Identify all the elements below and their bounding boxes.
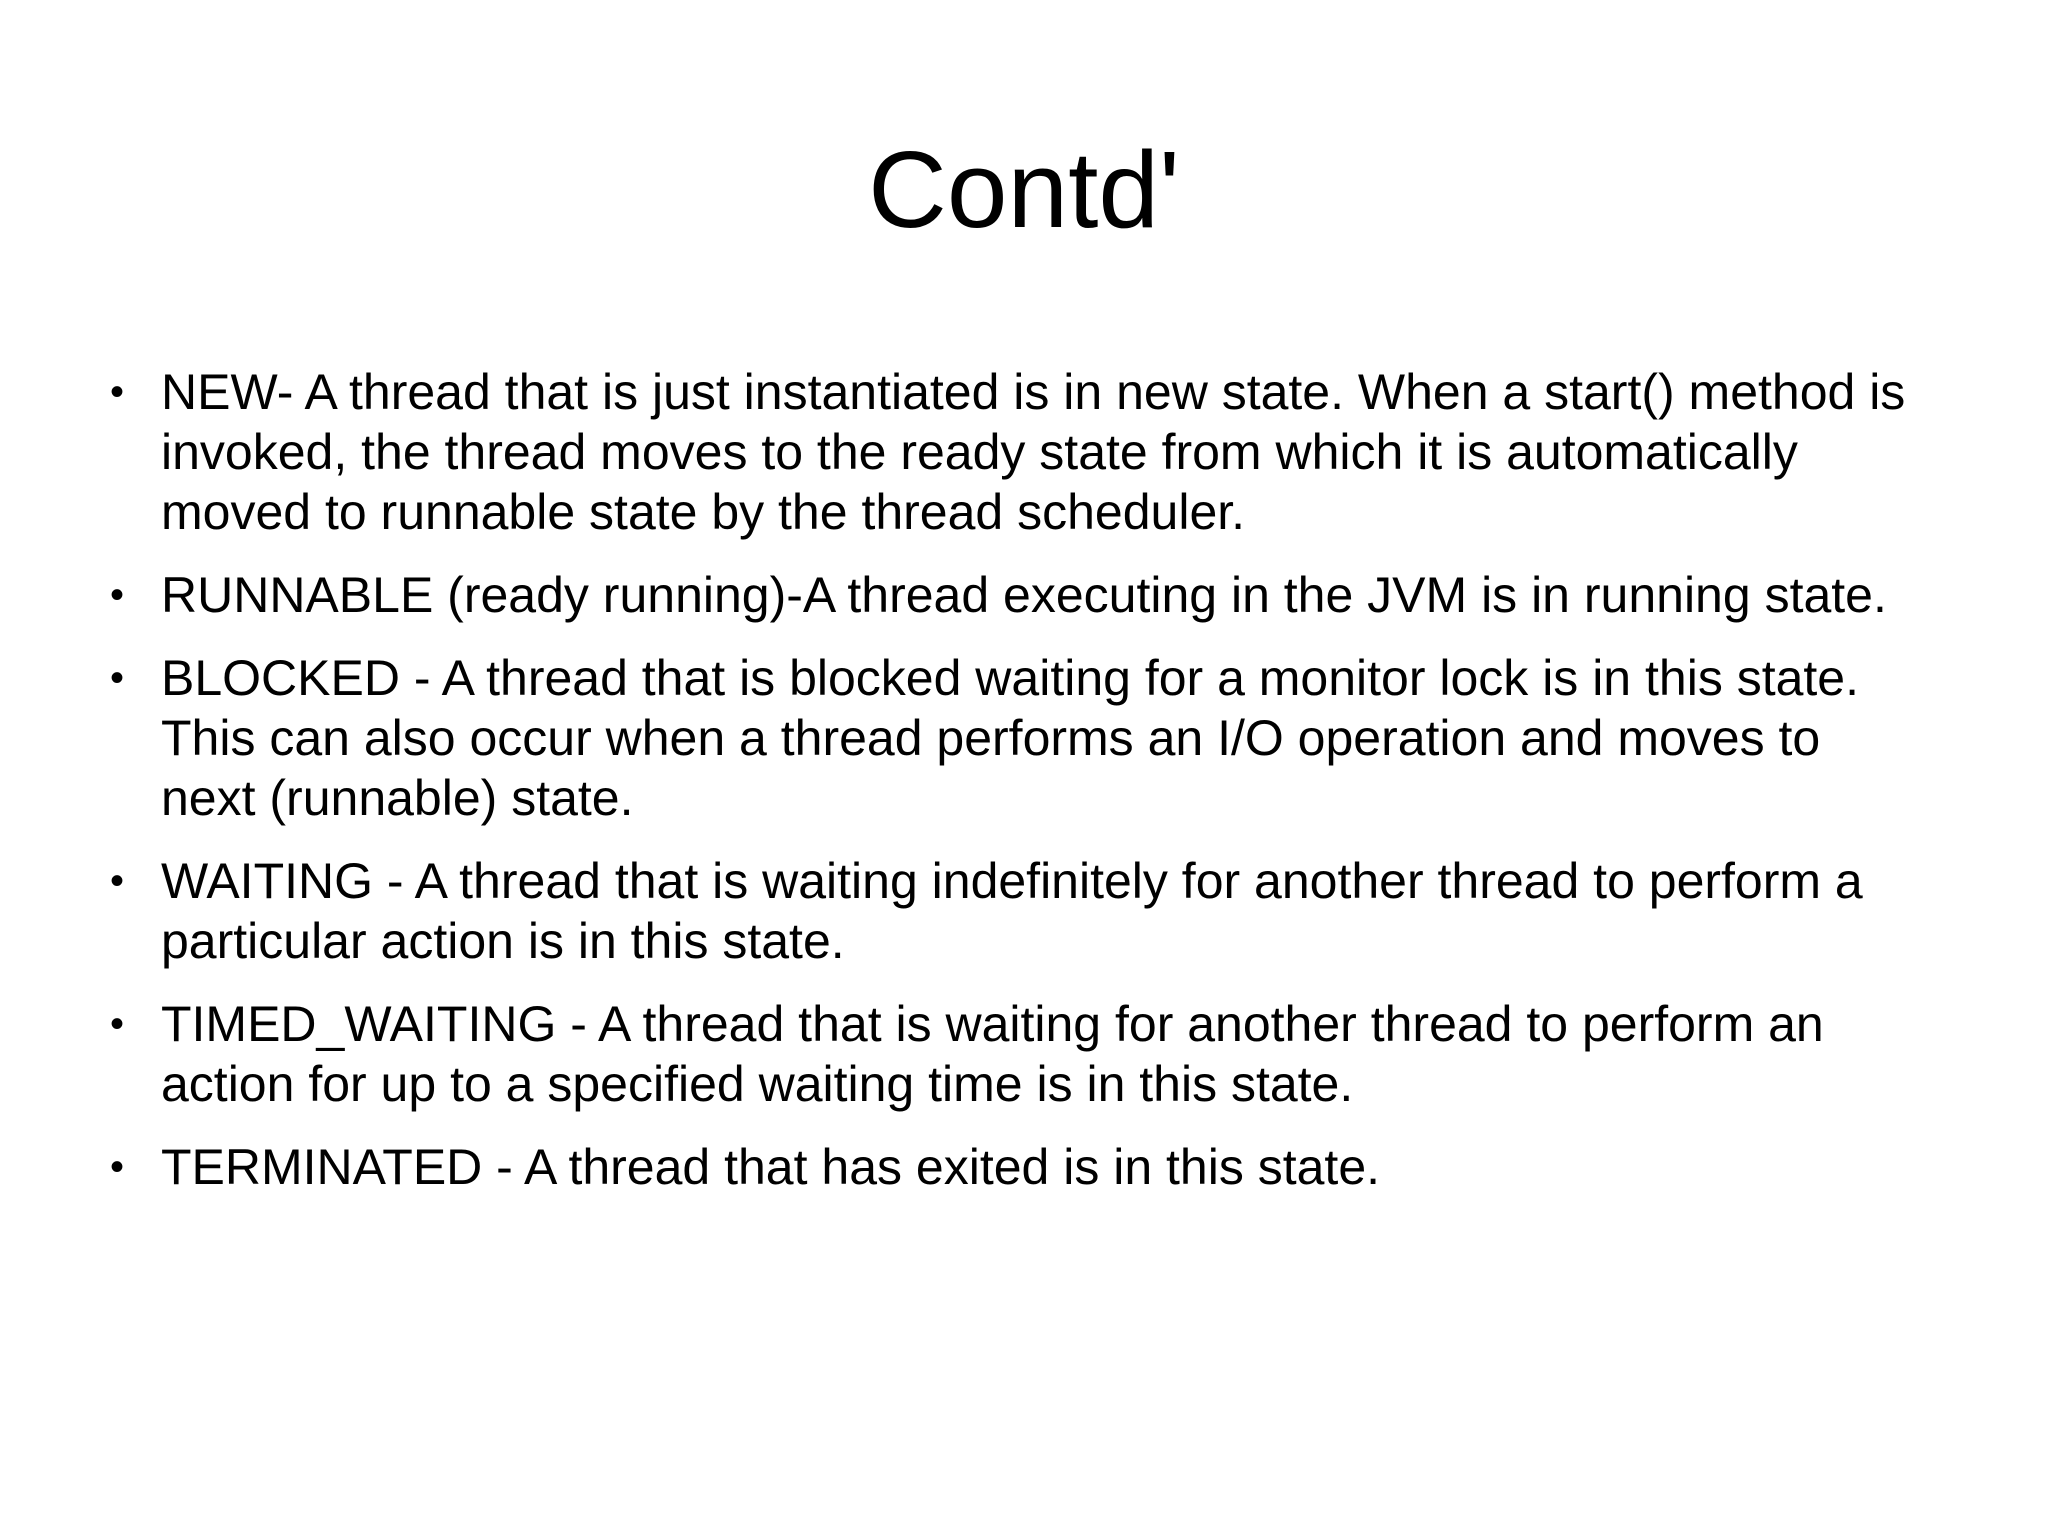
bullet-item-timed-waiting bbox=[110, 994, 1910, 1114]
bullet-text: TIMED_WAITING - A thread that is waiting for another thread to perform an action for up to a specified waiting time is in this state. bbox=[161, 996, 1824, 1112]
bullet-icon: • bbox=[110, 1145, 125, 1189]
bullet-item-waiting bbox=[110, 851, 1910, 971]
bullet-text: RUNNABLE (ready running)-A thread executing in the JVM is in running state. bbox=[161, 567, 1887, 623]
bullet-text: NEW- A thread that is just instantiated is in new state. When a start() method is invoked, the thread moves to the ready state from which it is automatically moved to runnable state by the thread scheduler. bbox=[161, 364, 1906, 540]
bullet-list bbox=[110, 362, 1910, 1220]
bullet-icon: • bbox=[110, 573, 125, 617]
bullet-text: TERMINATED - A thread that has exited is in this state. bbox=[161, 1139, 1381, 1195]
bullet-item-new bbox=[110, 362, 1910, 542]
bullet-icon: • bbox=[110, 859, 125, 903]
bullet-icon: • bbox=[110, 1002, 125, 1046]
bullet-item-blocked bbox=[110, 648, 1910, 828]
bullet-icon: • bbox=[110, 370, 125, 414]
slide-title: Contd' bbox=[868, 129, 1180, 251]
bullet-icon: • bbox=[110, 656, 125, 700]
bullet-item-terminated bbox=[110, 1137, 1910, 1197]
bullet-text: WAITING - A thread that is waiting indefinitely for another thread to perform a particular action is in this state. bbox=[161, 853, 1863, 969]
bullet-item-runnable bbox=[110, 565, 1910, 625]
bullet-text: BLOCKED - A thread that is blocked waiting for a monitor lock is in this state. This can also occur when a thread performs an I/O operation and moves to next (runnable) state. bbox=[161, 650, 1859, 826]
